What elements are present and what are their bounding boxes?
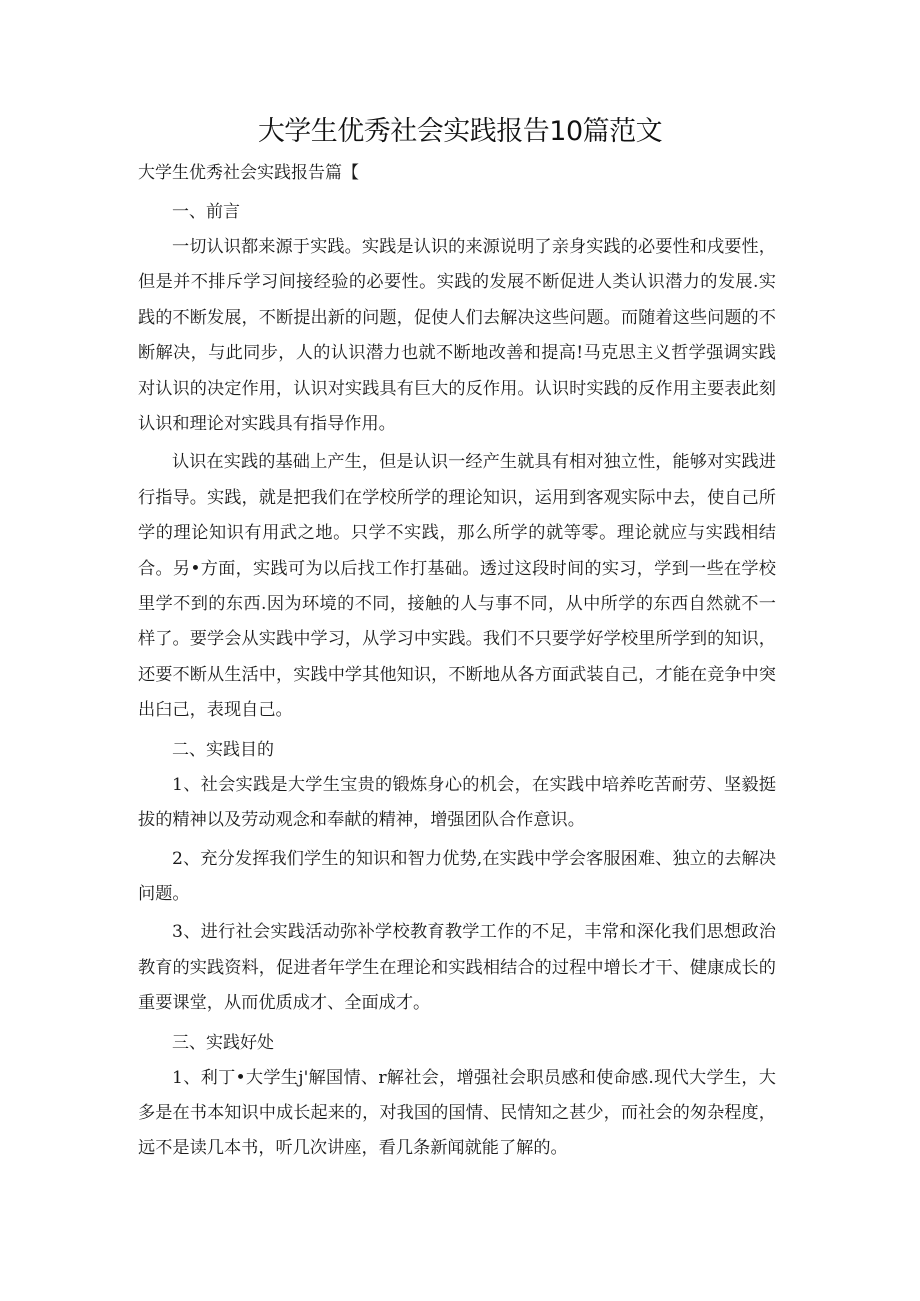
- document-body: [138, 194, 776, 1167]
- section-heading-purpose: 二、实践目的: [172, 739, 274, 760]
- paragraph: 一切认识都来源于实践。实践是认识的来源说明了亲身实践的必要性和戌要性，但是并不排斥学习间接经验的必要性。实践的发展不断促进人类认识潜力的发展.实践的不断发展，不断提出新的问题，促使人们去解决这些问题。而随着这些问题的不断解决，与此同步，人的认识潜力也就不断地改善和提高!马克思主义哲学强调实践对认识的决定作用，认识对实践具有巨大的反作用。认识时实践的反作用主要表此刻认识和理论对实践具有指导作用。: [138, 237, 776, 435]
- report-subtitle: 大学生优秀社会实践报告篇【: [138, 163, 359, 183]
- paragraph: 2、充分发挥我们学生的知识和智力优势,在实践中学会客服困难、独立的去解决问题。: [138, 848, 776, 904]
- section-heading-preface: 一、前言: [172, 202, 240, 222]
- paragraph: 认识在实践的基础上产生，但是认识一经产生就具有相对独立性，能够对实践进行指导。实践，就是把我们在学校所学的理论知识，运用到客观实际中去，使自己所学的理论知识有用武之地。只学不实践，那么所学的就等零。理论就应与实践相结合。另•方面，实践可为以后找工作打基础。透过这段时间的实习，学到一些在学校里学不到的东西.因为环境的不同，接触的人与事不同，从中所学的东西自然就不一样了。要学会从实践中学习，从学习中实践。我们不只要学好学校里所学到的知识，还要不断从生活中，实践中学其他知识，不断地从各方面武装自己，才能在竞争中突出臼己，表现自己。: [138, 452, 776, 721]
- paragraph: 1、社会实践是大学生宝贵的锻炼身心的机会，在实践中培养吃苦耐劳、坚毅挺拔的精神以及劳动观念和奉献的精神，增强团队合作意识。: [138, 774, 776, 831]
- paragraph: 1、利丁•大学生j'解国情、r解社会，增强社会职员感和使命感.现代大学生，大多是在书本知识中成长起来的，对我国的国情、民情知之甚少，而社会的匆杂程度，远不是读几本书，听几次讲座，看几条新闻就能了解的。: [138, 1067, 776, 1159]
- paragraph: 3、进行社会实践活动弥补学校教育教学工作的不足，丰常和深化我们思想政治教育的实践资料，促进者年学生在理论和实践相结合的过程中增长才干、健康成长的重要课堂，从而优质成才、全面成才。: [138, 922, 776, 1014]
- section-heading-benefits: 三、实践好处: [172, 1032, 274, 1053]
- document-title: 大学生优秀社会实践报告10篇范文: [257, 116, 663, 147]
